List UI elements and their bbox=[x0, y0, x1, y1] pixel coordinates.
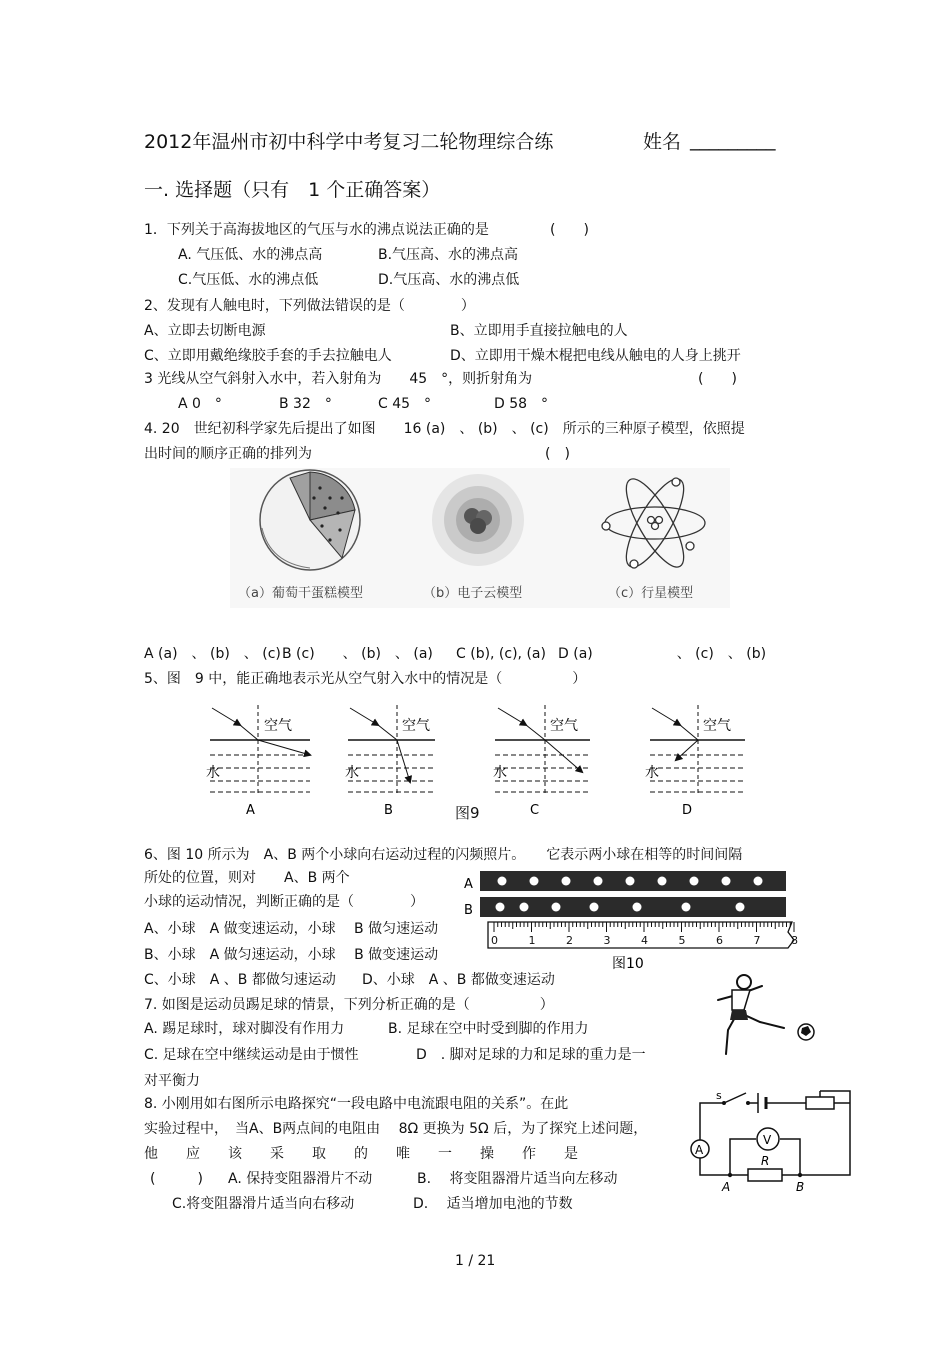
panel-a-label: A bbox=[246, 803, 255, 818]
panel-d-water: 水 bbox=[645, 765, 659, 781]
panel-d-label: D bbox=[682, 803, 693, 818]
q3-stem: 3 光线从空气斜射入水中，若入射角为 45 °，则折射角为 bbox=[144, 371, 533, 387]
q2-option-c: C、立即用戴绝缘胶手套的手去拉触电人 bbox=[144, 348, 392, 364]
q7-option-b: B. 足球在空中时受到脚的作用力 bbox=[388, 1021, 589, 1037]
q8-stem-line3: 他 应 该 采 取 的 唯 一 操 作 是 bbox=[144, 1146, 578, 1162]
q3-option-c: C 45 ° bbox=[378, 396, 432, 412]
q6-option-c: C、小球 A 、B 都做匀速运动 bbox=[144, 972, 336, 988]
q1-paren: ( ) bbox=[550, 222, 589, 238]
q1-option-c: C.气压低、水的沸点低 bbox=[178, 272, 319, 288]
q2-option-b: B、立即用手直接拉触电的人 bbox=[450, 323, 628, 339]
q6-stem-line1: 6、图 10 所示为 A、B 两个小球向右运动过程的闪频照片。 它表示两小球在相等的时间间隔 bbox=[144, 847, 743, 863]
page-title: 2012年温州市初中科学中考复习二轮物理综合练 bbox=[144, 131, 554, 153]
strip-a-label: A bbox=[464, 877, 473, 892]
q4-option-a: A (a) 、 (b) 、 (c) bbox=[144, 646, 281, 662]
ruler-number: 2 bbox=[566, 934, 573, 947]
ruler-number: 4 bbox=[641, 934, 648, 947]
caption-c: （c）行星模型 bbox=[608, 586, 694, 601]
q6-option-b: B、小球 A 做匀速运动，小球 B 做变速运动 bbox=[144, 947, 439, 963]
ruler-number: 5 bbox=[678, 934, 686, 947]
q7-stem: 7. 如图是运动员踢足球的情景，下列分析正确的是（ ） bbox=[144, 997, 554, 1013]
panel-b-air: 空气 bbox=[402, 718, 430, 734]
q8-option-c: C.将变阻器滑片适当向右移动 bbox=[172, 1196, 355, 1212]
panel-c bbox=[493, 705, 590, 818]
q7-option-d: D . 脚对足球的力和足球的重力是一 bbox=[416, 1047, 646, 1063]
q4-option-c: C (b), (c), (a) bbox=[456, 646, 546, 662]
q8-option-a: A. 保持变阻器滑片不动 bbox=[228, 1171, 373, 1187]
plum-pudding-model-image bbox=[260, 470, 360, 570]
football-icon bbox=[798, 1024, 814, 1040]
panel-d-air: 空气 bbox=[703, 718, 731, 734]
q2-option-d: D、立即用干燥木棍把电线从触电的人身上挑开 bbox=[450, 348, 741, 364]
point-b-label: B bbox=[796, 1180, 805, 1194]
q8-paren: ( ) bbox=[150, 1171, 203, 1187]
ruler bbox=[488, 922, 798, 948]
q6-stem-line2: 所处的位置，则对 A、B 两个 bbox=[144, 870, 350, 886]
panel-b-water: 水 bbox=[345, 765, 359, 781]
player-head bbox=[737, 975, 751, 989]
panel-c-label: C bbox=[530, 803, 540, 818]
fig10-label: 图10 bbox=[612, 956, 644, 972]
q6-option-a: A、小球 A 做变速运动，小球 B 做匀速运动 bbox=[144, 921, 439, 937]
switch-label: s bbox=[716, 1089, 722, 1102]
name-label: 姓名 bbox=[643, 131, 682, 153]
q6-stem-line3: 小球的运动情况，判断正确的是（ ） bbox=[144, 894, 424, 910]
q6-option-d: D、小球 A 、B 都做变速运动 bbox=[362, 972, 555, 988]
svg-text:V: V bbox=[763, 1133, 772, 1147]
q4-option-d: D (a) 、 (c) 、 (b) bbox=[558, 646, 767, 662]
strip-b-label: B bbox=[464, 903, 473, 918]
panel-a-water: 水 bbox=[206, 765, 220, 781]
page-number: 1 / 21 bbox=[455, 1253, 496, 1269]
ruler-number: 1 bbox=[528, 934, 536, 947]
panel-c-air: 空气 bbox=[550, 718, 578, 734]
q1-stem: 1．下列关于高海拔地区的气压与水的沸点说法正确的是 bbox=[144, 222, 489, 238]
panel-c-water: 水 bbox=[493, 765, 507, 781]
panel-a-air: 空气 bbox=[264, 718, 292, 734]
panel-d bbox=[645, 705, 745, 818]
panel-b-label: B bbox=[384, 803, 393, 818]
caption-b: （b）电子云模型 bbox=[423, 586, 523, 601]
q7-option-d-cont: 对平衡力 bbox=[144, 1073, 200, 1089]
q8-option-d: D. 适当增加电池的节数 bbox=[413, 1196, 573, 1212]
point-a-label: A bbox=[722, 1180, 731, 1194]
panel-b bbox=[345, 705, 435, 818]
resistor-label: R bbox=[761, 1154, 770, 1168]
refraction-figure bbox=[200, 700, 760, 825]
q7-option-c: C. 足球在空中继续运动是由于惯性 bbox=[144, 1047, 359, 1063]
q4-paren: ( ) bbox=[545, 446, 570, 462]
ruler-number: 0 bbox=[491, 934, 498, 947]
ammeter-icon bbox=[691, 1140, 709, 1158]
q2-option-a: A、立即去切断电源 bbox=[144, 323, 266, 339]
q8-stem-line1: 8. 小刚用如右图所示电路探究“一段电路中电流跟电阻的关系”。在此 bbox=[144, 1096, 569, 1112]
circuit-diagram bbox=[682, 1085, 857, 1195]
q4-option-b: B (c) 、 (b) 、 (a) bbox=[282, 646, 433, 662]
ruler-number: 8 bbox=[791, 934, 798, 947]
q1-option-d: D.气压高、水的沸点低 bbox=[378, 272, 520, 288]
q8-stem-line2: 实验过程中， 当A、B两点间的电阻由 8Ω 更换为 5Ω 后，为了探究上述问题， bbox=[144, 1121, 648, 1137]
q3-option-a: A 0 ° bbox=[178, 396, 222, 412]
q8-option-b: B. 将变阻器滑片适当向左移动 bbox=[417, 1171, 618, 1187]
q1-option-b: B.气压高、水的沸点高 bbox=[378, 247, 519, 263]
q4-stem-line2: 出时间的顺序正确的排列为 bbox=[144, 446, 312, 462]
football-player-figure bbox=[698, 970, 823, 1062]
caption-a: （a）葡萄干蛋糕模型 bbox=[238, 586, 363, 601]
svg-text:A: A bbox=[695, 1143, 704, 1157]
q4-stem-line1: 4. 20 世纪初科学家先后提出了如图 16 (a) 、 (b) 、 (c) 所示的三种原子模型，依照提 bbox=[144, 421, 745, 437]
ruler-number: 3 bbox=[603, 934, 611, 947]
q3-option-b: B 32 ° bbox=[279, 396, 332, 412]
voltmeter-icon bbox=[757, 1128, 779, 1150]
electron-cloud-model-image bbox=[432, 474, 524, 566]
section-heading: 一. 选择题（只有 1 个正确答案） bbox=[144, 179, 441, 201]
strobe-photo-figure bbox=[462, 866, 802, 974]
fig9-label: 图9 bbox=[455, 804, 480, 822]
atom-models-figure bbox=[230, 468, 730, 608]
q3-option-d: D 58 ° bbox=[494, 396, 549, 412]
ruler-number: 7 bbox=[753, 934, 761, 947]
q1-option-a: A. 气压低、水的沸点高 bbox=[178, 247, 323, 263]
q2-stem: 2、发现有人触电时，下列做法错误的是（ ） bbox=[144, 298, 475, 314]
ruler-number: 6 bbox=[716, 934, 723, 947]
q5-stem: 5、图 9 中，能正确地表示光从空气射入水中的情况是（ ） bbox=[144, 671, 587, 687]
q7-option-a: A. 踢足球时，球对脚没有作用力 bbox=[144, 1021, 345, 1037]
q3-paren: ( ) bbox=[698, 371, 737, 387]
name-blank: _________ bbox=[690, 129, 776, 151]
panel-a bbox=[206, 705, 310, 818]
